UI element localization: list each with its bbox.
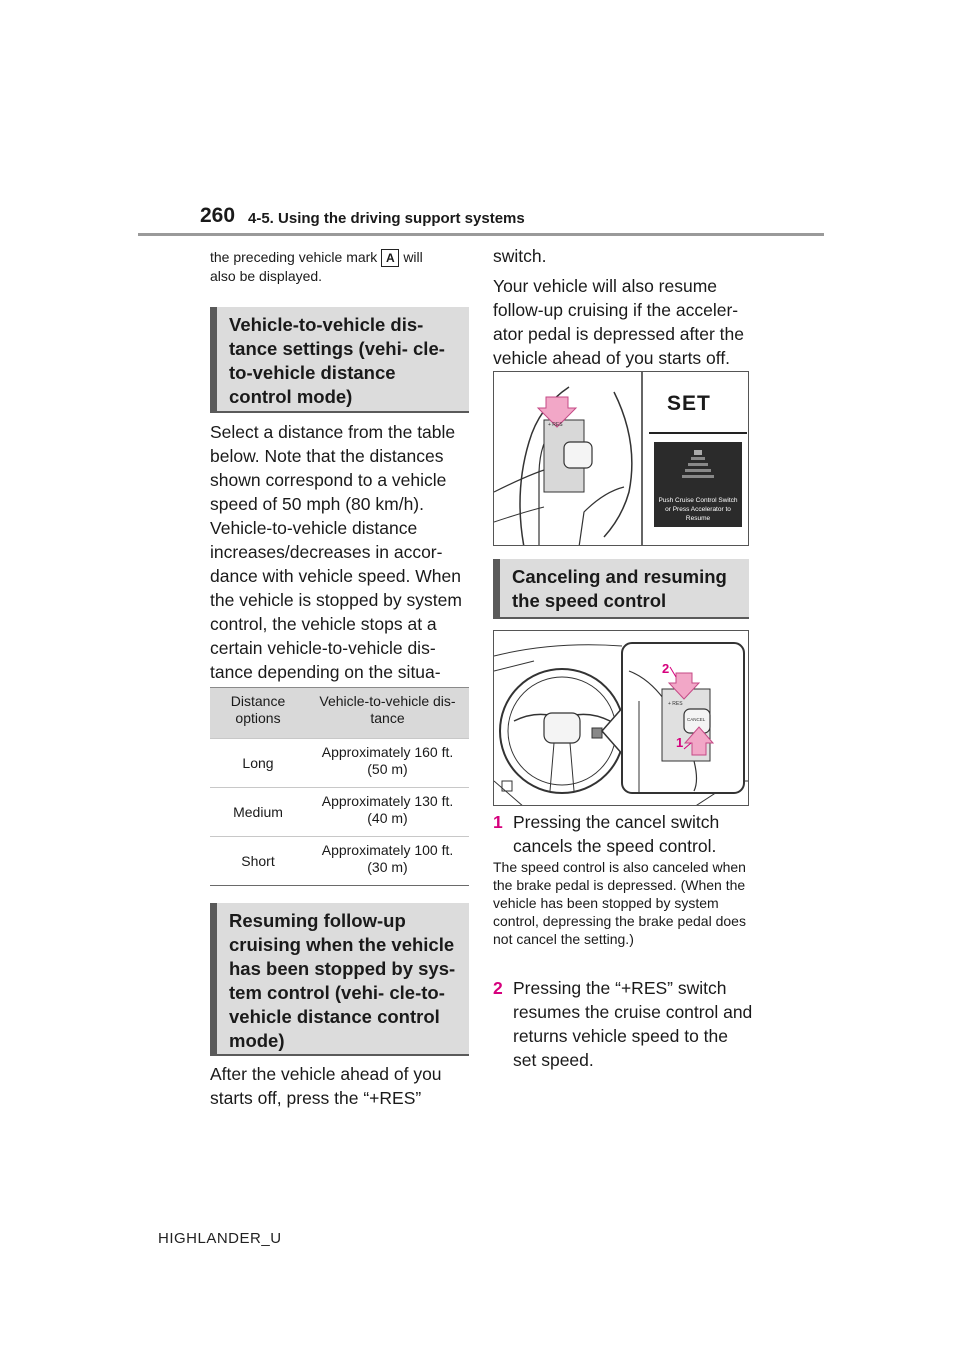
callout-number-1: 1 [676,735,684,750]
resume-paragraph-cont: switch. [493,246,547,266]
display-title: SET [667,392,711,415]
col-header-options: Distance options [230,693,286,726]
step-2-text: Pressing the “+RES” switch resumes the cruise control and returns vehicle speed to the set speed. [513,978,753,1070]
cancel-switch-label: CANCEL [687,717,706,722]
figure-set-display [493,371,749,546]
cell-distance: Approximately 160 ft. (50 m) [306,739,469,788]
heading-distance-settings: Vehicle-to-vehicle dis- tance settings (vehi- cle-to-vehicle distance control mode) [210,307,469,413]
header-rule [138,233,824,236]
heading-resuming-follow-up: Resuming follow-up cruising when the vehicle has been stopped by sys- tem control (vehi- cle-to-vehicle distance control mode) [210,903,469,1056]
intro-note [210,248,470,285]
step-2 [493,976,755,1072]
accelerator-paragraph: Your vehicle will also resume follow-up cruising if the acceler- ator pedal is depressed after the vehicle ahead of you starts off. [493,276,744,368]
callout-number-2: 2 [662,661,670,676]
switch-label: + RES [548,422,563,428]
cell-option: Medium [210,788,306,837]
cell-distance: Approximately 100 ft. (30 m) [306,837,469,886]
intro-text-before: the preceding vehicle mark [210,249,378,265]
chapter-title: 4-5. Using the driving support systems [248,210,525,227]
footer-model: HIGHLANDER_U [158,1230,282,1247]
distance-paragraph: Select a distance from the table below. Note that the distances shown correspond to a vehicle speed of 50 mph (80 km/h). Vehicle-to-vehicle distance increases/decreases in accor- dance with vehicle speed. When the vehicle is stopped by system control, the vehicle stops at a certain vehicle-to-vehicle dis- tance depending on the situa- tion. [210,422,462,706]
cell-option: Short [210,837,306,886]
step-2-number: 2 [493,978,503,998]
table-row [210,837,469,886]
table-header-row [210,688,469,739]
step-1-number: 1 [493,812,503,832]
distance-table [210,687,469,886]
cell-option: Long [210,739,306,788]
step-1 [493,810,755,858]
display-message [654,496,742,523]
vehicle-mark-badge: A [381,249,399,267]
col-header-distance: Vehicle-to-vehicle dis- tance [319,693,456,726]
res-switch-label: + RES [668,701,683,707]
intro-text-line2: also be displayed. [210,268,323,285]
display-message-line2: or Press Accelerator to Resume [665,506,731,522]
cancel-note: The speed control is also canceled when the brake pedal is depressed. (When the vehicle has been stopped by system control, depressing the brake pedal does not cancel the setting.) [493,859,746,947]
step-1-text: Pressing the cancel switch cancels the speed control. [513,812,720,856]
cockpit-illustration [494,631,749,806]
intro-text-after: will [403,249,423,265]
figure-cancel-switch [493,630,749,806]
table-row [210,739,469,788]
cell-distance: Approximately 130 ft. (40 m) [306,788,469,837]
display-message-line1: Push Cruise Control Switch [658,497,738,504]
resume-paragraph: After the vehicle ahead of you starts off, press the “+RES” [210,1064,442,1108]
heading-canceling-resuming: Canceling and resuming the speed control [493,559,749,619]
table-row [210,788,469,837]
page-number: 260 [200,204,236,227]
